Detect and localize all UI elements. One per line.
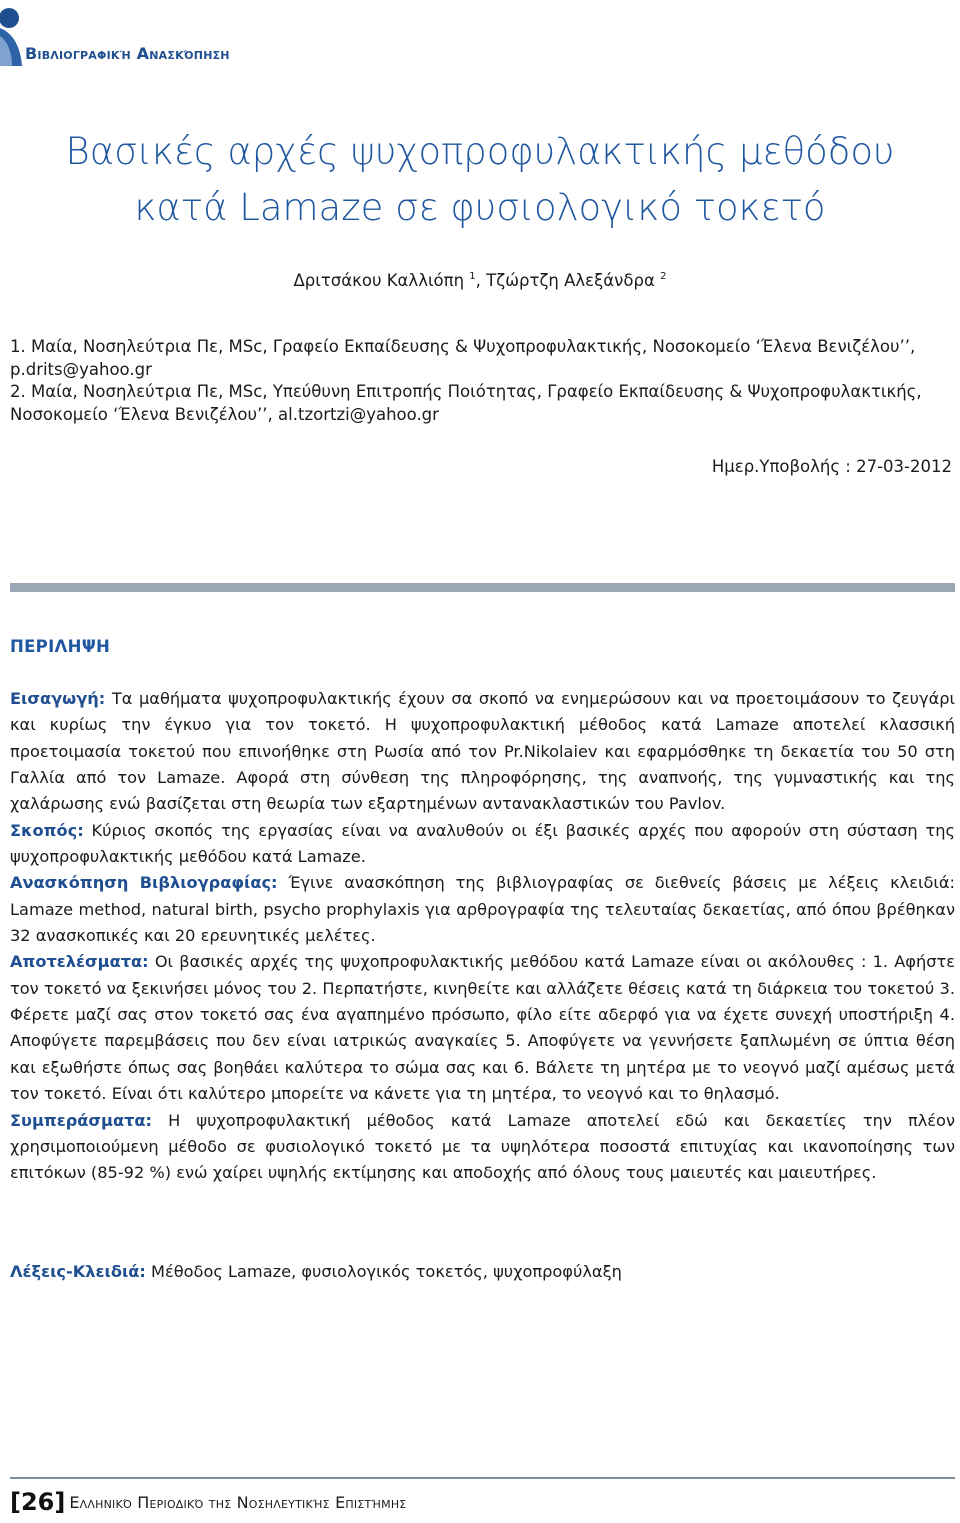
keywords-text: Μέθοδος Lamaze, φυσιολογικός τοκετός, ψυχοπροφύλαξη — [145, 1262, 622, 1281]
author-1-sup: 1 — [469, 271, 476, 282]
results-text: Οι βασικές αρχές της ψυχοπροφυλακτικής μεθόδου κατά Lamaze είναι οι ακόλουθες : 1. Αφήστε τον τοκετό να ξεκινήσει μόνος του 2. Περπατήστε, κινηθείτε και αλλάζετε θέσεις κατά τη διάρκεια του τοκετού 3. Φέρετε μαζί σας στον τοκετό σας ένα αγαπημένο πρόσωπο, φίλο είτε αδερφό για να έχετε συνεχή υποστήριξη 4. Αποφύγετε παρεμβάσεις που δεν είναι ιατρικώς αναγκαίες 5. Αποφύγετε να γεννήσετε ξαπλωμένη σε ύπτια θέση και εξωθήστε όπως σας βοηθάει καλύτερα το σώμα σας και 6. Βάλετε τη μητέρα με το νεογνό μαζί αμέσως μετά τον τοκετό. Είναι ότι καλύτερο μπορείτε να κάνετε για τη μητέρα, το νεογνό και το θηλασμό. — [10, 952, 955, 1104]
author-2: Τζώρτζη Αλεξάνδρα — [486, 271, 655, 290]
review-label: Ανασκόπηση Βιβλιογραφίας: — [10, 873, 278, 893]
author-1: Δριτσάκου Καλλιόπη — [293, 271, 465, 290]
journal-name: Ελληνικό Περιοδικό της Νοσηλευτικής Επιστήμης — [69, 1493, 407, 1512]
author-2-sup: 2 — [660, 271, 667, 282]
abstract-review — [10, 870, 955, 949]
abstract-introduction — [10, 686, 955, 818]
keywords-label: Λέξεις-Κλειδιά: — [10, 1262, 146, 1281]
title-line-2: κατά Lamaze σε φυσιολογικό τοκετό — [134, 186, 826, 229]
abstract-results — [10, 949, 955, 1107]
review-text: Έγινε ανασκόπηση της βιβλιογραφίας σε διεθνείς βάσεις με λέξεις κλειδιά: Lamaze method, natural birth, psycho prophylaxis για αρθρογραφία της τελευταίας δεκαετίας, από όπου βρέθηκαν 32 ανασκοπικές και 20 ερευνητικές μελέτες. — [10, 873, 955, 946]
abstract-body — [10, 686, 955, 1187]
results-label: Αποτελέσματα: — [10, 952, 149, 972]
section-label: Βιβλιογραφική Ανασκόπηση — [25, 44, 230, 63]
author-list — [0, 271, 960, 290]
introduction-label: Εισαγωγή: — [10, 689, 106, 708]
aim-label: Σκοπός: — [10, 820, 84, 840]
section-divider — [10, 583, 955, 592]
page-number: [26] — [10, 1488, 66, 1516]
conclusions-label: Συμπεράσματα: — [10, 1110, 152, 1130]
abstract-conclusions — [10, 1108, 955, 1187]
affiliation-2: 2. Μαία, Νοσηλεύτρια Πε, MSc, Υπεύθυνη Επιτροπής Ποιότητας, Γραφείο Εκπαίδευσης & Ψυχοπροφυλακτικής, Νοσοκομείο ‘Έλενα Βενιζέλου’’, al.tzortzi@yahoo.gr — [10, 382, 922, 424]
abstract-aim — [10, 818, 955, 871]
affiliation-1: 1. Μαία, Νοσηλεύτρια Πε, MSc, Γραφείο Εκπαίδευσης & Ψυχοπροφυλακτικής, Νοσοκομείο ‘Έλενα Βενιζέλου’’, p.drits@yahoo.gr — [10, 337, 916, 379]
affiliations — [10, 336, 955, 426]
keywords — [10, 1259, 955, 1285]
submission-date: Ημερ.Υποβολής : 27-03-2012 — [711, 457, 952, 476]
aim-text: Κύριος σκοπός της εργασίας είναι να αναλυθούν οι έξι βασικές αρχές που αφορούν στη σύσταση της ψυχοπροφυλακτικής μεθόδου κατά Lamaze. — [10, 820, 955, 867]
introduction-text: Τα μαθήματα ψυχοπροφυλακτικής έχουν σα σκοπό να ενημερώσουν και να προετοιμάσουν το ζευγάρι και κυρίως την έγκυο για τον τοκετό. Η ψυχοπροφυλακτική μέθοδος κατά Lamaze αποτελεί κλασσική προετοιμασία τοκετού που επινοήθηκε στη Ρωσία από τον Pr.Nikolaiev και εφαρμόσθηκε τη δεκαετία του 50 στη Γαλλία από τον Lamaze. Αφορά στη σύνθεση της πληροφόρησης, της αναπνοής, της γυμναστικής και της χαλάρωσης ενώ βασίζεται στη θεωρία των εξαρτημένων αντανακλαστικών του Pavlov. — [10, 689, 955, 814]
page-footer — [10, 1488, 406, 1516]
conclusions-text: Η ψυχοπροφυλακτική μέθοδος κατά Lamaze αποτελεί εδώ και δεκαετίες την πλέον χρησιμοποιούμενη μέθοδο σε φυσιολογικό τοκετό με τα υψηλότερα ποσοστά επιτυχίας και ικανοποίησης των επιτόκων (85-92 %) ενώ χαίρει υψηλής εκτίμησης και αποδοχής από όλους τους μαιευτές και μαιευτήρες. — [10, 1110, 955, 1183]
footer-divider — [10, 1477, 955, 1479]
author-separator: , — [475, 271, 487, 290]
abstract-heading: ΠΕΡΙΛΗΨΗ — [10, 637, 111, 656]
article-title — [0, 124, 960, 236]
title-line-1: Βασικές αρχές ψυχοπροφυλακτικής μεθόδου — [65, 130, 895, 173]
